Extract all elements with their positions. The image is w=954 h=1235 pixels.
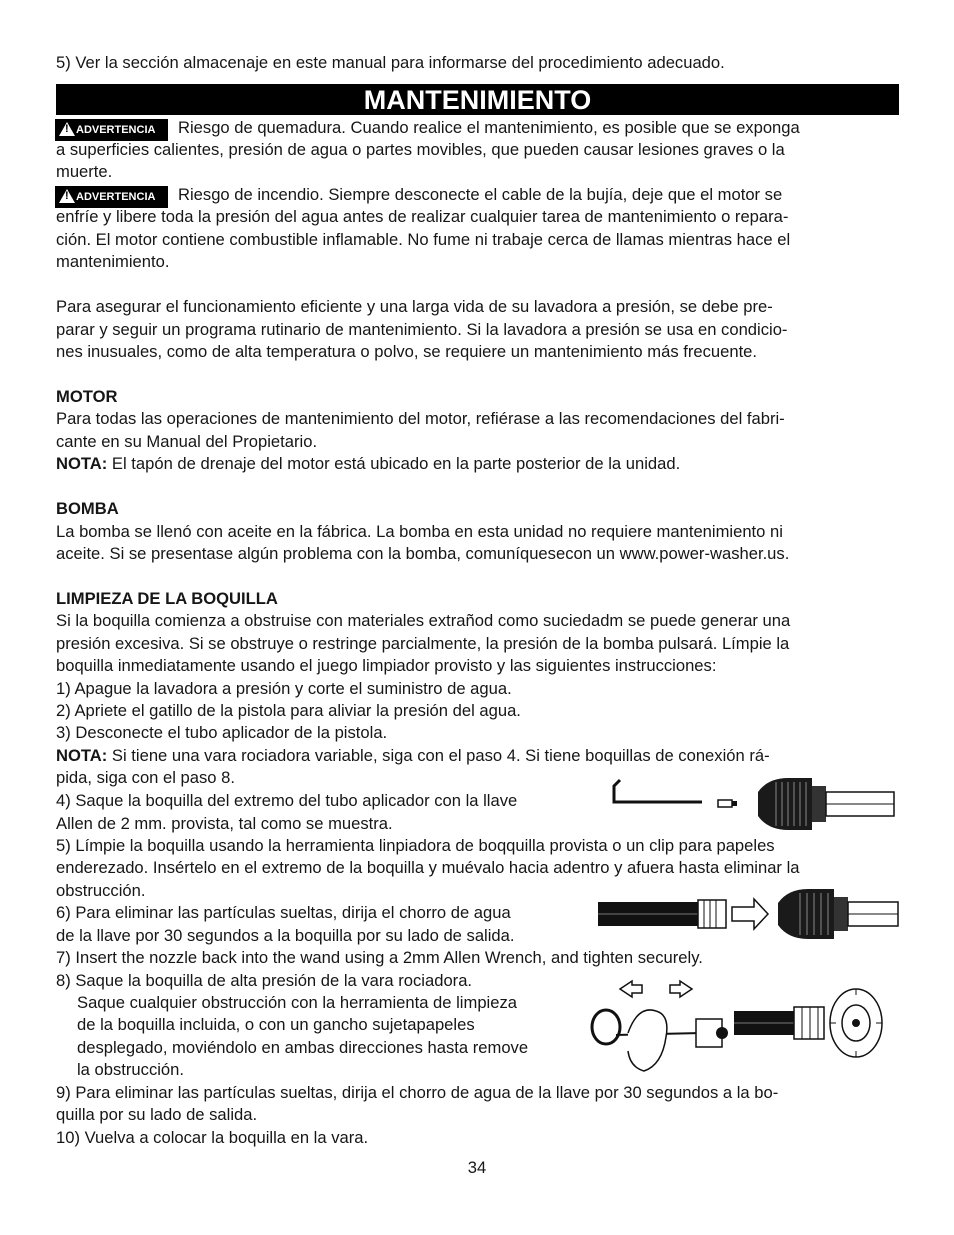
- clip-icon: [592, 1010, 620, 1044]
- nozzle-icon: [718, 800, 732, 807]
- warning-triangle-icon: [59, 189, 75, 203]
- motor-line: Para todas las operaciones de mantenimiento del motor, refiérase a las recomendaciones del fabri-: [56, 409, 785, 428]
- step-line: obstrucción.: [56, 881, 146, 900]
- intro-line: 5) Ver la sección almacenaje en este manual para informarse del procedimiento adecuado.: [56, 53, 725, 72]
- wand-grip-icon: [778, 889, 834, 939]
- allen-wrench-icon: [614, 780, 702, 802]
- right-arrow-icon: [670, 981, 692, 997]
- step8-line: desplegado, moviéndolo en ambas direcciones hasta remove: [77, 1038, 529, 1057]
- rotate-arrow-icon: [628, 1010, 667, 1071]
- step-line: 2) Apriete el gatillo de la pistola para aliviar la presión del agua.: [56, 701, 521, 720]
- paragraph-line: parar y seguir un programa rutinario de mantenimiento. Si la lavadora a presión se usa en condicio-: [56, 320, 788, 339]
- warning1-line: Riesgo de quemadura. Cuando realice el mantenimiento, es posible que se exponga: [178, 118, 800, 137]
- step-line: 10) Vuelva a colocar la boquilla en la vara.: [56, 1128, 369, 1147]
- step-line: quilla por su lado de salida.: [56, 1105, 258, 1124]
- warning1-line: muerte.: [56, 162, 113, 181]
- step-line: 5) Límpie la boquilla usando la herramienta linpiadora de boqquilla provista o un clip para papeles: [56, 836, 775, 855]
- step-line: de la llave por 30 segundos a la boquilla por su lado de salida.: [56, 926, 515, 945]
- warning-badge: [55, 186, 168, 208]
- limpieza-line: Si la boquilla comienza a obstruise con materiales extrañod como suciedadm se puede generar una: [56, 611, 791, 630]
- step-line: Allen de 2 mm. provista, tal como se muestra.: [56, 814, 393, 833]
- quick-connect-figure: [584, 975, 898, 1087]
- step-line: 1) Apague la lavadora a presión y corte el suministro de agua.: [56, 679, 512, 698]
- warning-label: ADVERTENCIA: [76, 191, 156, 203]
- allen-wrench-figure: [606, 772, 896, 834]
- warning2-line: ción. El motor contiene combustible inflamable. No fume ni trabaje cerca de llamas mientras hace el: [56, 230, 791, 249]
- left-arrow-icon: [620, 981, 642, 997]
- page-number: 34: [467, 1158, 487, 1177]
- step-line: 6) Para eliminar las partículas sueltas, dirija el chorro de agua: [56, 903, 511, 922]
- step-line: 7) Insert the nozzle back into the wand using a 2mm Allen Wrench, and tighten securely.: [56, 948, 703, 967]
- limpieza-line: boquilla inmediatamente usando el juego limpiador provisto y las siguientes instrucciones:: [56, 656, 717, 675]
- step-line: enderezado. Insértelo en el extremo de la boquilla y muévalo hacia adentro y afuera hasta eliminar la: [56, 858, 800, 877]
- step-line: 8) Saque la boquilla de alta presión de la vara rociadora.: [56, 971, 473, 990]
- motor-note: [56, 453, 680, 475]
- limpieza-note-cont: pida, siga con el paso 8.: [56, 768, 235, 787]
- bomba-line: aceite. Si se presentase algún problema con la bomba, comuníquesecon un www.power-washer.us.: [56, 544, 790, 563]
- warning1-line: a superficies calientes, presión de agua o partes movibles, que pueden causar lesiones graves o la: [56, 140, 785, 159]
- warning2-line: Riesgo de incendio. Siempre desconecte el cable de la bujía, deje que el motor se: [178, 185, 783, 204]
- flush-nozzle-figure: [594, 885, 900, 943]
- warning-badge: [55, 119, 168, 141]
- step-line: 4) Saque la boquilla del extremo del tubo aplicador con la llave: [56, 791, 518, 810]
- note-text: El tapón de drenaje del motor está ubicado en la parte posterior de la unidad.: [107, 454, 681, 473]
- wand-grip-icon: [758, 778, 812, 830]
- step8-line: de la boquilla incluida, o con un gancho sujetapapeles: [77, 1015, 475, 1034]
- warning2-line: mantenimiento.: [56, 252, 170, 271]
- limpieza-line: presión excesiva. Si se obstruye o restringe parcialmente, la presión de la bomba pulsará. Límpie la: [56, 634, 790, 653]
- note-text: Si tiene una vara rociadora variable, siga con el paso 4. Si tiene boquillas de conexión rá-: [107, 746, 770, 765]
- step-line: 9) Para eliminar las partículas sueltas, dirija el chorro de agua de la llave por 30 segundos a la bo-: [56, 1083, 779, 1102]
- right-arrow-icon: [732, 899, 768, 929]
- warning-triangle-icon: [59, 122, 75, 136]
- motor-line: cante en su Manual del Propietario.: [56, 432, 318, 451]
- bomba-line: La bomba se llenó con aceite en la fábrica. La bomba en esta unidad no requiere mantenimiento ni: [56, 522, 783, 541]
- step8-line: Saque cualquier obstrucción con la herramienta de limpieza: [77, 993, 517, 1012]
- warning-label: ADVERTENCIA: [76, 124, 156, 136]
- limpieza-note: [56, 745, 770, 767]
- note-label: NOTA:: [56, 454, 108, 473]
- step8-line: la obstrucción.: [77, 1060, 184, 1079]
- limpieza-heading: LIMPIEZA DE LA BOQUILLA: [56, 589, 278, 608]
- paragraph-line: nes inusuales, como de alta temperatura o polvo, se requiere un mantenimiento más frecuente.: [56, 342, 758, 361]
- motor-heading: MOTOR: [56, 387, 118, 406]
- note-label: NOTA:: [56, 746, 108, 765]
- bomba-heading: BOMBA: [56, 499, 119, 518]
- paragraph-line: Para asegurar el funcionamiento eficiente y una larga vida de su lavadora a presión, se debe pre-: [56, 297, 773, 316]
- step-line: 3) Desconecte el tubo aplicador de la pistola.: [56, 723, 388, 742]
- section-title: MANTENIMIENTO: [56, 84, 899, 115]
- warning2-line: enfríe y libere toda la presión del agua antes de realizar cualquier tarea de mantenimiento o repara-: [56, 207, 789, 226]
